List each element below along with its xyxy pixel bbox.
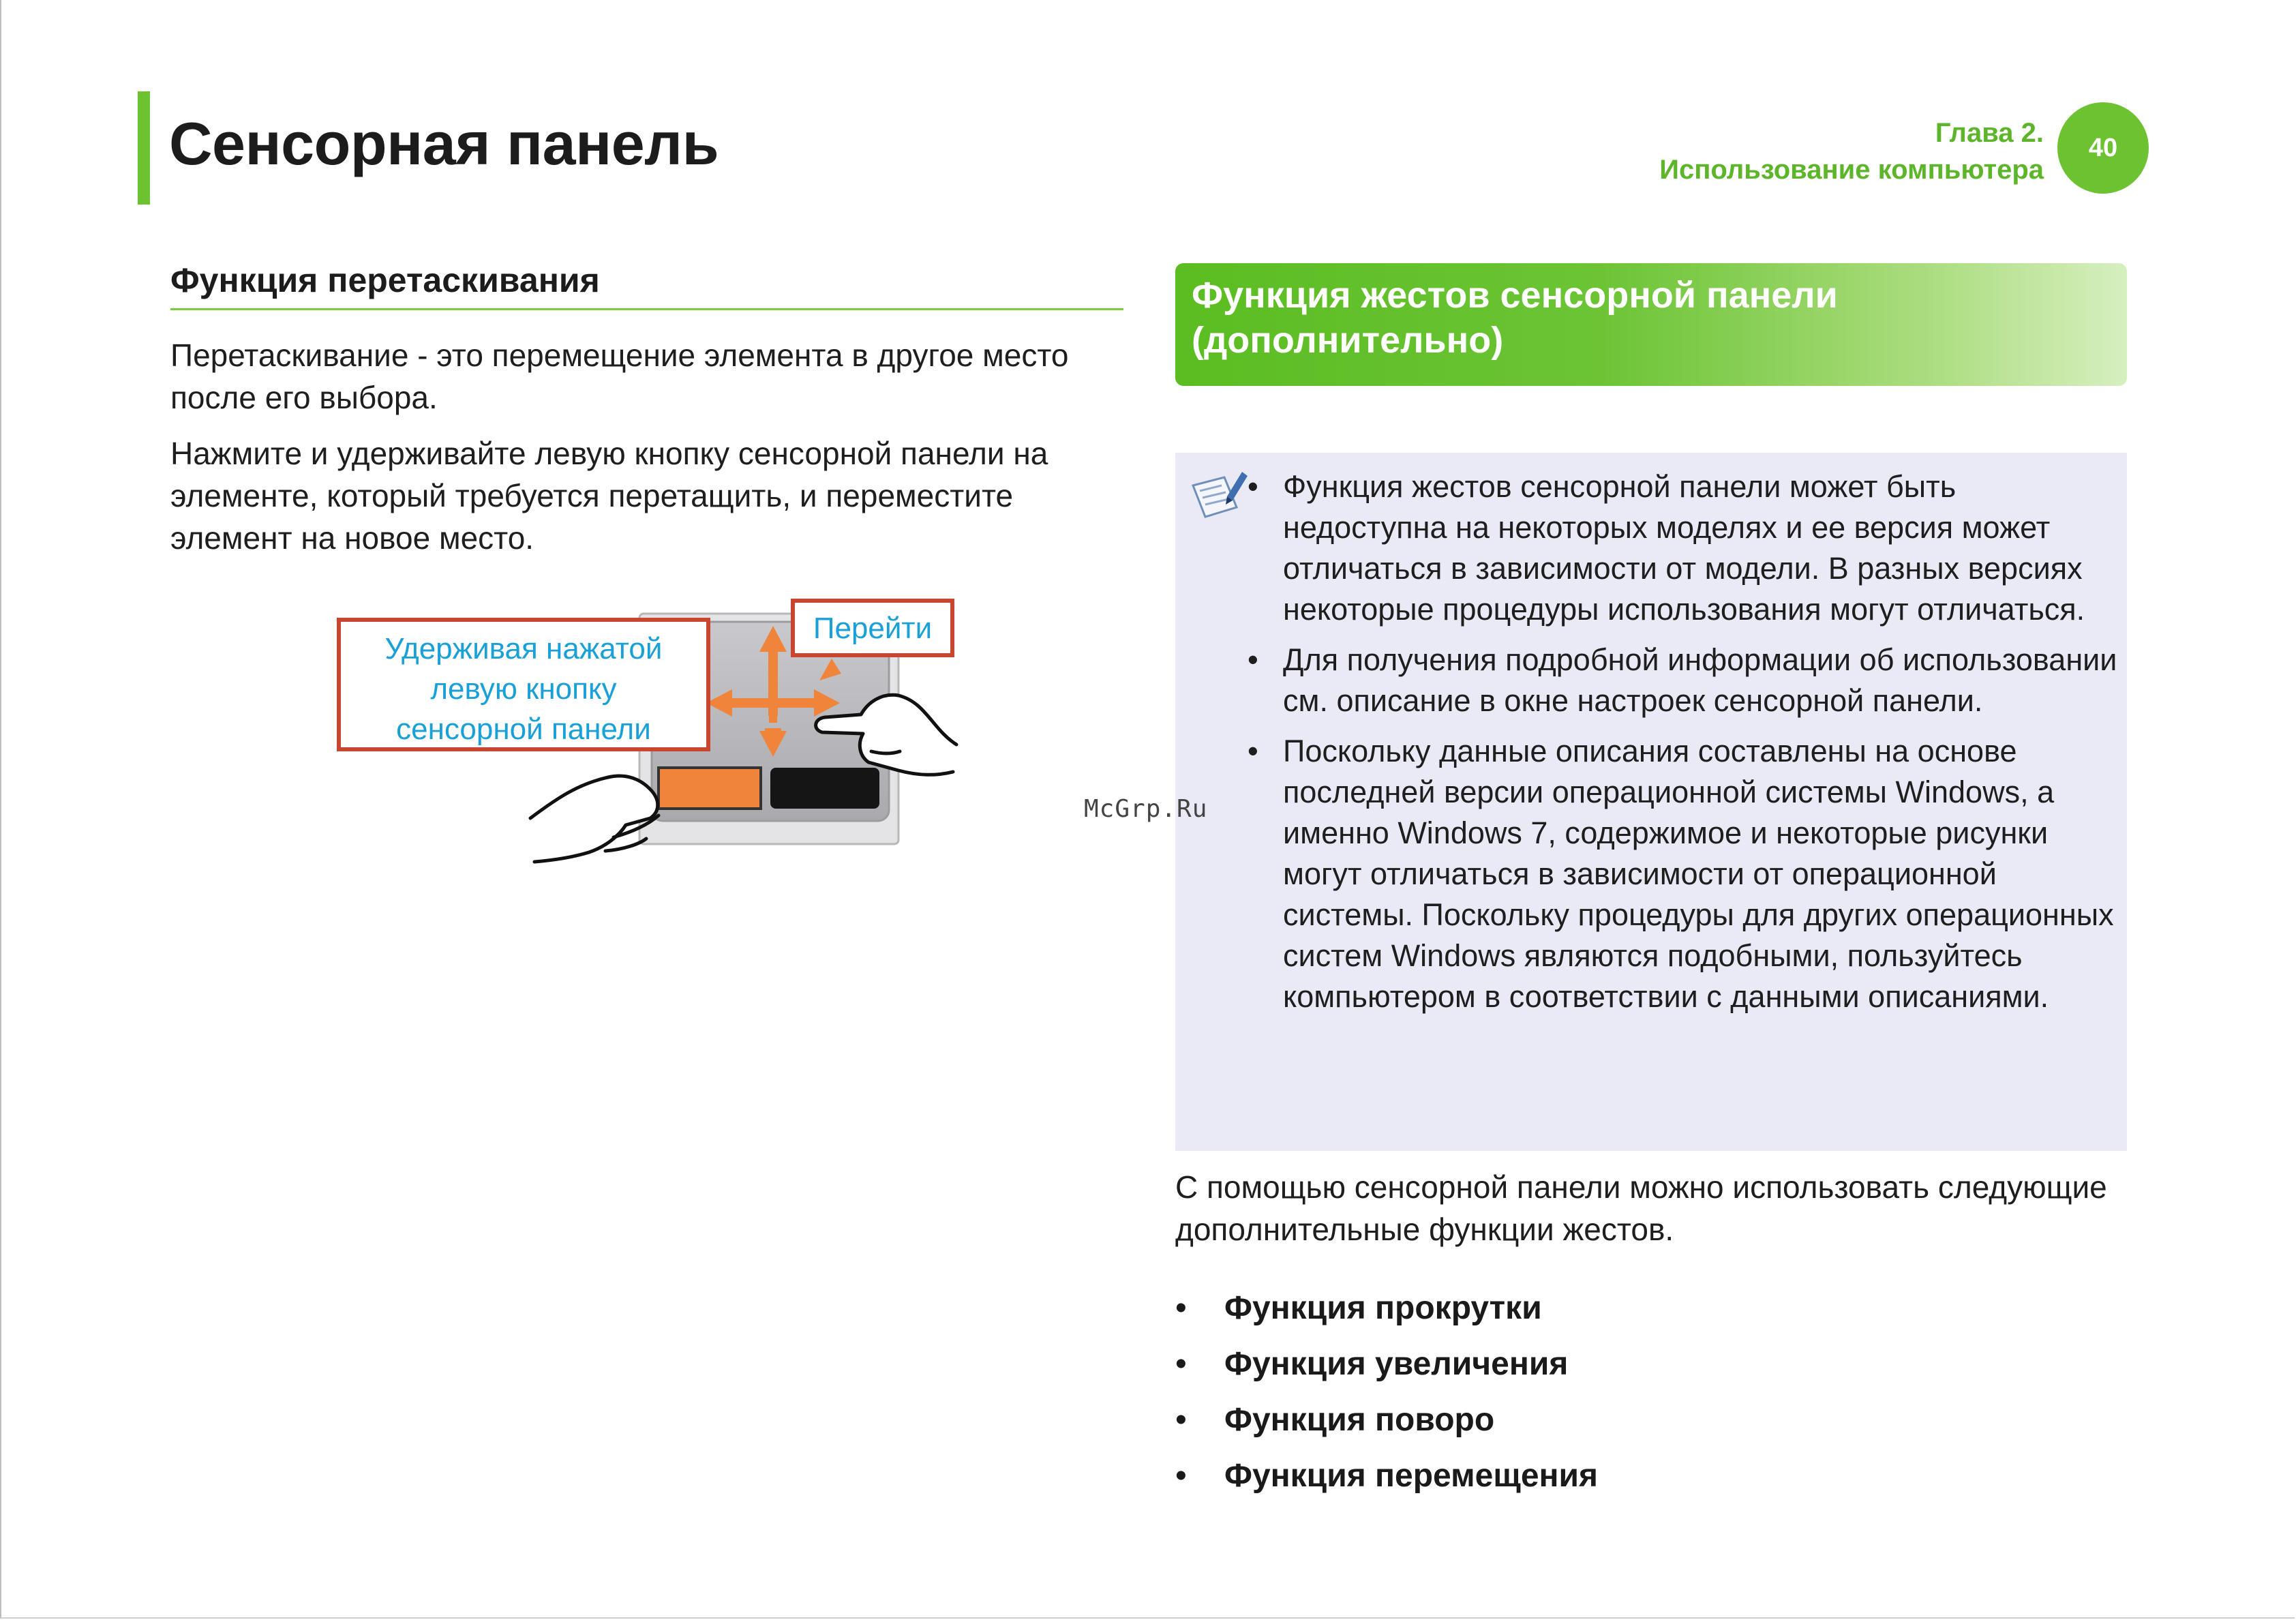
gesture-section-header	[1175, 263, 2127, 386]
drag-section-divider	[170, 308, 1123, 310]
hand-left-icon	[530, 776, 659, 862]
function-item-scroll: • Функция прокрутки	[1175, 1280, 1598, 1336]
right-button	[770, 768, 879, 809]
gesture-function-list	[1175, 1280, 1598, 1504]
drag-paragraph-2: Нажмите и удерживайте левую кнопку сенсорной панели на элементе, который требуется перетащить, и переместите элемент на новое место.	[170, 436, 1048, 556]
callout-hold-line-2: левую кнопку	[430, 672, 617, 706]
gesture-title-line-2: (дополнительно)	[1192, 320, 1504, 361]
chapter-label	[1659, 115, 2044, 188]
callout-hold-line-3: сенсорной панели	[396, 712, 651, 746]
note-box	[1175, 453, 2127, 1151]
page-number-badge: 40	[2057, 102, 2149, 194]
function-item-zoom: • Функция увеличения	[1175, 1336, 1598, 1392]
page-title: Сенсорная панель	[169, 110, 719, 177]
drag-section-title: Функция перетаскивания	[170, 261, 600, 299]
note-item: • Поскольку данные описания составлены на основе последней версии операционной системы Windows, а именно Windows 7, содержимое и некоторые рисунки могут отличаться в зависимости от операционной системы. Поскольку процедуры для других операционных систем Windows являются подобными, пользуйтесь компьютером в соответствии с данными описаниями.	[1248, 731, 2120, 1017]
gesture-intro: С помощью сенсорной панели можно использовать следующие дополнительные функции жестов.	[1175, 1169, 2107, 1247]
title-accent-bar	[138, 91, 150, 205]
touchpad-drag-illustration	[333, 593, 973, 866]
drag-paragraph-1: Перетаскивание - это перемещение элемента в другое место после его выбора.	[170, 338, 1069, 415]
function-item-rotate: • Функция поворо	[1175, 1392, 1598, 1448]
callout-hold-line-1: Удерживая нажатой	[384, 632, 663, 665]
note-item: • Функция жестов сенсорной панели может быть недоступна на некоторых моделях и ее версия может отличаться в зависимости от модели. В разных версиях некоторые процедуры использования могут отличаться.	[1248, 466, 2120, 630]
note-pencil-icon	[1188, 468, 1249, 525]
left-button-pressed	[659, 768, 761, 809]
chapter-name: Использование компьютера	[1659, 155, 2044, 185]
callout-move: Перейти	[791, 599, 954, 657]
watermark: McGrp.Ru	[1084, 795, 1208, 823]
note-item: • Для получения подробной информации об использовании см. описание в окне настроек сенсорной панели.	[1248, 640, 2120, 721]
chapter-number: Глава 2.	[1935, 118, 2044, 148]
function-item-move: • Функция перемещения	[1175, 1448, 1598, 1504]
callout-hold-left-button	[337, 618, 710, 751]
gesture-section-title	[1192, 273, 1838, 363]
gesture-title-line-1: Функция жестов сенсорной панели	[1192, 275, 1838, 316]
note-list	[1248, 466, 2120, 1027]
